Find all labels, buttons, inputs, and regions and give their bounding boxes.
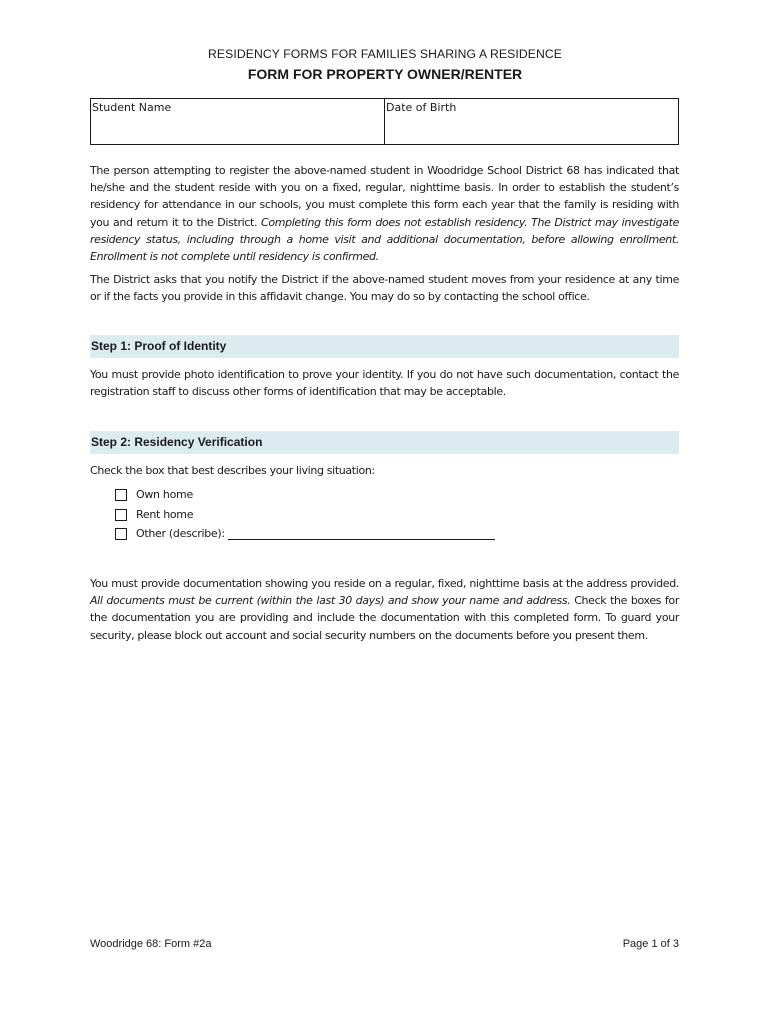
rent-home-checkbox[interactable]	[115, 509, 127, 521]
documentation-paragraph	[90, 575, 679, 644]
step2-heading: Step 2: Residency Verification	[90, 431, 679, 454]
doc-text-b: Check the boxes for the documentation you are providing and include the documentation with this completed form. To guard your security, please block out account and social security numbers on the documents before you present them.	[90, 594, 679, 642]
date-of-birth-field[interactable]	[384, 99, 678, 144]
other-describe-field[interactable]	[228, 527, 495, 540]
date-of-birth-label: Date of Birth	[386, 101, 457, 114]
other-label: Other (describe):	[136, 527, 225, 540]
option-rent-home[interactable]	[115, 508, 193, 521]
student-name-field[interactable]	[91, 99, 384, 144]
footer-page-number: Page 1 of 3	[622, 938, 679, 950]
own-home-checkbox[interactable]	[115, 489, 127, 501]
intro-paragraph-2: The District asks that you notify the District if the above-named student moves from your residence at any time or if the facts you provide in this affidavit change. You may do so by contacting the school office.	[90, 273, 679, 304]
step1-body: You must provide photo identification to prove your identity. If you do not have such documentation, contact the registration staff to discuss other forms of identification that may be acceptable.	[90, 368, 679, 399]
student-name-label: Student Name	[92, 101, 172, 114]
own-home-label: Own home	[136, 488, 193, 501]
other-checkbox[interactable]	[115, 528, 127, 540]
rent-home-label: Rent home	[136, 508, 194, 521]
doc-text-a: You must provide documentation showing you reside on a regular, fixed, nighttime basis at the address provided.	[90, 577, 679, 590]
footer-form-id: Woodridge 68: Form #2a	[90, 938, 212, 950]
intro-italic-text: Completing this form does not establish residency. The District may investigate residency status, including through a home visit and additional documentation, before allowing enrollment. Enrollment is not complete until residency is confirmed.	[90, 215, 679, 264]
doc-italic-text: All documents must be current (within the last 30 days) and show your name and address.	[90, 594, 571, 608]
option-other[interactable]	[115, 527, 495, 540]
intro-paragraph-1	[90, 162, 679, 265]
form-title: FORM FOR PROPERTY OWNER/RENTER	[247, 66, 523, 82]
step1-heading: Step 1: Proof of Identity	[90, 335, 679, 358]
form-subtitle: RESIDENCY FORMS FOR FAMILIES SHARING A RESIDENCE	[207, 47, 562, 61]
option-own-home[interactable]	[115, 488, 193, 501]
step2-instruction: Check the box that best describes your living situation:	[90, 464, 375, 477]
intro-text: The person attempting to register the above-named student in Woodridge School District 68 has indicated that he/she and the student reside with you on a fixed, regular, nighttime basis. In order to establish the student’s residency for attendance in our schools, you must complete this form each year that the family is residing with you and return it to the District.	[90, 164, 679, 229]
student-info-table	[90, 98, 679, 145]
